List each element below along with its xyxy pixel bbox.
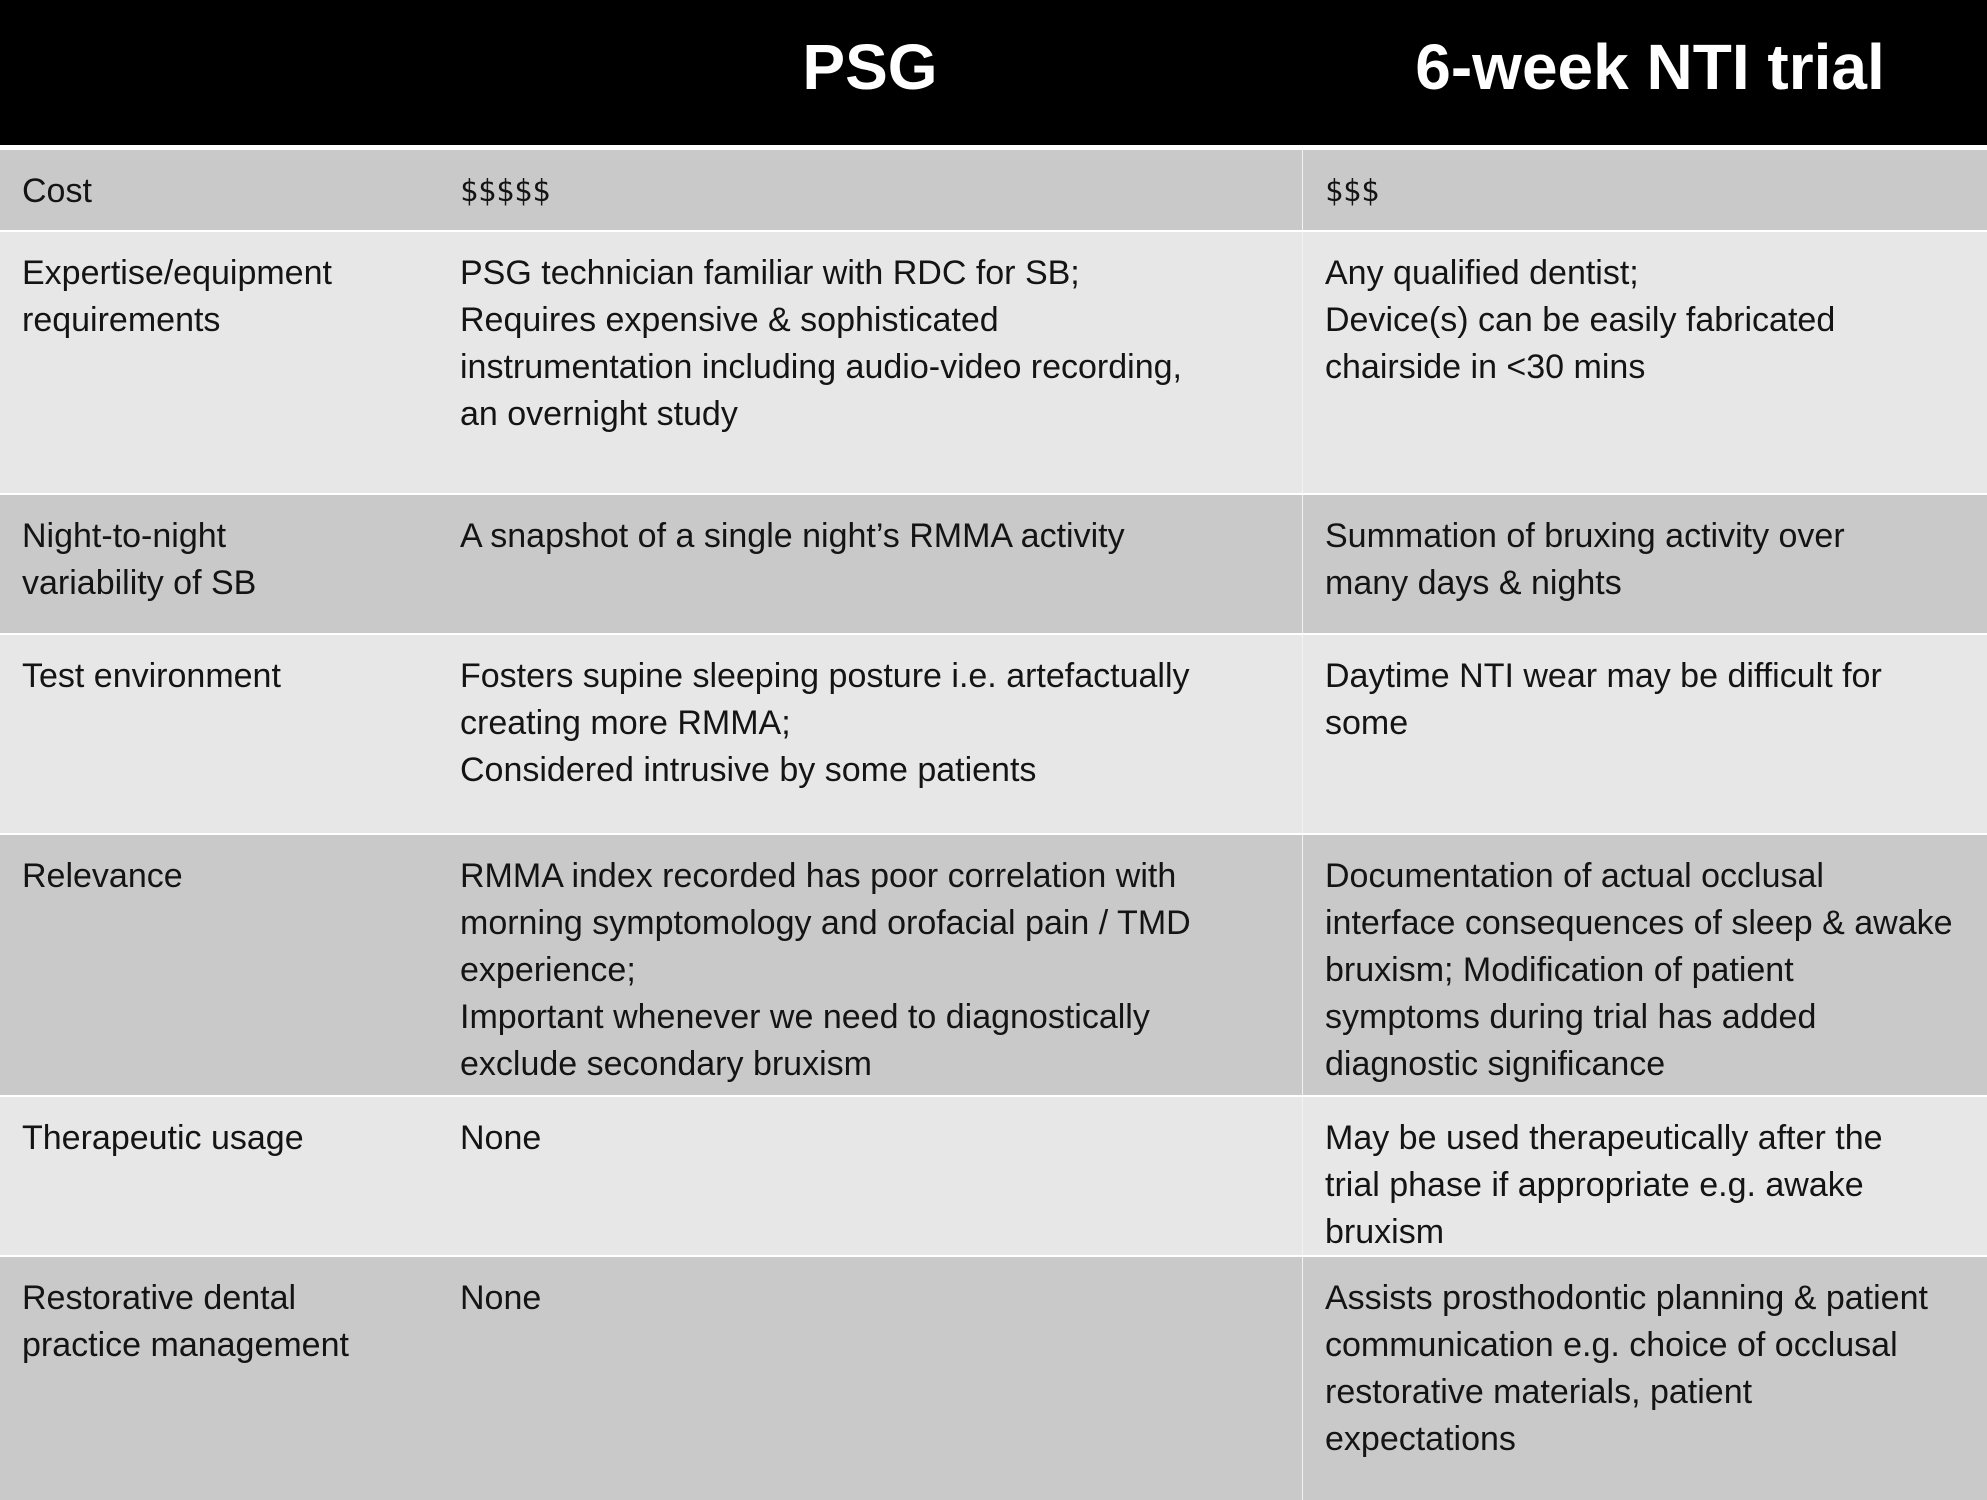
label-line: Cost — [22, 172, 92, 210]
label-line: Test environment — [22, 657, 281, 695]
psg-line: Fosters supine sleeping posture i.e. artefactually — [460, 657, 1190, 695]
label-line: Restorative dental — [22, 1279, 297, 1317]
psg-line: exclude secondary bruxism — [460, 1045, 872, 1083]
psg-line: None — [460, 1279, 542, 1317]
nti-line: bruxism — [1325, 1213, 1445, 1251]
psg-line: Considered intrusive by some patients — [460, 751, 1037, 789]
nti-line: restorative materials, patient — [1325, 1373, 1753, 1411]
row-label — [0, 835, 438, 1095]
psg-cell — [438, 232, 1302, 493]
label-line: Relevance — [22, 857, 183, 895]
table-row-night-variability — [0, 495, 1987, 635]
nti-line: May be used therapeutically after the — [1325, 1119, 1883, 1157]
nti-line: symptoms during trial has added — [1325, 998, 1817, 1036]
nti-line: some — [1325, 704, 1409, 742]
nti-cell — [1302, 495, 1987, 633]
table-row-expertise — [0, 232, 1987, 495]
nti-cell — [1302, 1257, 1987, 1500]
psg-cell — [438, 635, 1302, 833]
row-label — [0, 495, 438, 633]
psg-line: instrumentation including audio-video recording, — [460, 348, 1182, 386]
label-line: practice management — [22, 1326, 349, 1364]
nti-line: expectations — [1325, 1420, 1516, 1458]
nti-line: Summation of bruxing activity over — [1325, 517, 1845, 555]
row-label — [0, 1257, 438, 1500]
psg-line: Important whenever we need to diagnostically — [460, 998, 1150, 1036]
table-row-restorative — [0, 1257, 1987, 1500]
psg-cell — [438, 150, 1302, 230]
psg-line: A snapshot of a single night’s RMMA activity — [460, 517, 1125, 555]
nti-line: Daytime NTI wear may be difficult for — [1325, 657, 1882, 695]
nti-cell — [1302, 150, 1987, 230]
psg-cell — [438, 495, 1302, 633]
row-label — [0, 150, 438, 230]
psg-line: an overnight study — [460, 395, 738, 433]
nti-line: Documentation of actual occlusal — [1325, 857, 1824, 895]
nti-line: diagnostic significance — [1325, 1045, 1666, 1083]
psg-line: Requires expensive & sophisticated — [460, 301, 999, 339]
column-title-psg: PSG — [802, 31, 938, 103]
comparison-table — [0, 150, 1987, 1500]
label-line: Therapeutic usage — [22, 1119, 304, 1157]
label-line: Expertise/equipment — [22, 254, 332, 292]
row-label — [0, 1097, 438, 1255]
nti-cell — [1302, 232, 1987, 493]
nti-line: Any qualified dentist; — [1325, 254, 1639, 292]
nti-line: Device(s) can be easily fabricated — [1325, 301, 1836, 339]
nti-line: bruxism; Modification of patient — [1325, 951, 1794, 989]
nti-cell — [1302, 1097, 1987, 1255]
table-row-relevance — [0, 835, 1987, 1097]
table-row-test-environment — [0, 635, 1987, 835]
psg-line: experience; — [460, 951, 636, 989]
psg-line: $$$$$ — [460, 174, 551, 209]
psg-line: creating more RMMA; — [460, 704, 791, 742]
nti-line: $$$ — [1325, 174, 1380, 209]
row-label — [0, 232, 438, 493]
nti-line: chairside in <30 mins — [1325, 348, 1646, 386]
nti-line: trial phase if appropriate e.g. awake — [1325, 1166, 1864, 1204]
nti-line: interface consequences of sleep & awake — [1325, 904, 1953, 942]
table-header — [0, 0, 1987, 145]
psg-line: RMMA index recorded has poor correlation with — [460, 857, 1177, 895]
psg-cell — [438, 835, 1302, 1095]
row-label — [0, 635, 438, 833]
label-line: variability of SB — [22, 564, 257, 602]
psg-line: morning symptomology and orofacial pain / TMD — [460, 904, 1191, 942]
psg-line: None — [460, 1119, 542, 1157]
nti-line: many days & nights — [1325, 564, 1622, 602]
nti-cell — [1302, 835, 1987, 1095]
nti-line: Assists prosthodontic planning & patient — [1325, 1279, 1928, 1317]
label-line: Night-to-night — [22, 517, 227, 555]
nti-cell — [1302, 635, 1987, 833]
psg-cell — [438, 1257, 1302, 1500]
psg-line: PSG technician familiar with RDC for SB; — [460, 254, 1080, 292]
table-row-cost — [0, 150, 1987, 232]
psg-cell — [438, 1097, 1302, 1255]
column-title-nti-trial: 6-week NTI trial — [1415, 31, 1885, 103]
table-row-therapeutic-usage — [0, 1097, 1987, 1257]
label-line: requirements — [22, 301, 221, 339]
nti-line: communication e.g. choice of occlusal — [1325, 1326, 1898, 1364]
